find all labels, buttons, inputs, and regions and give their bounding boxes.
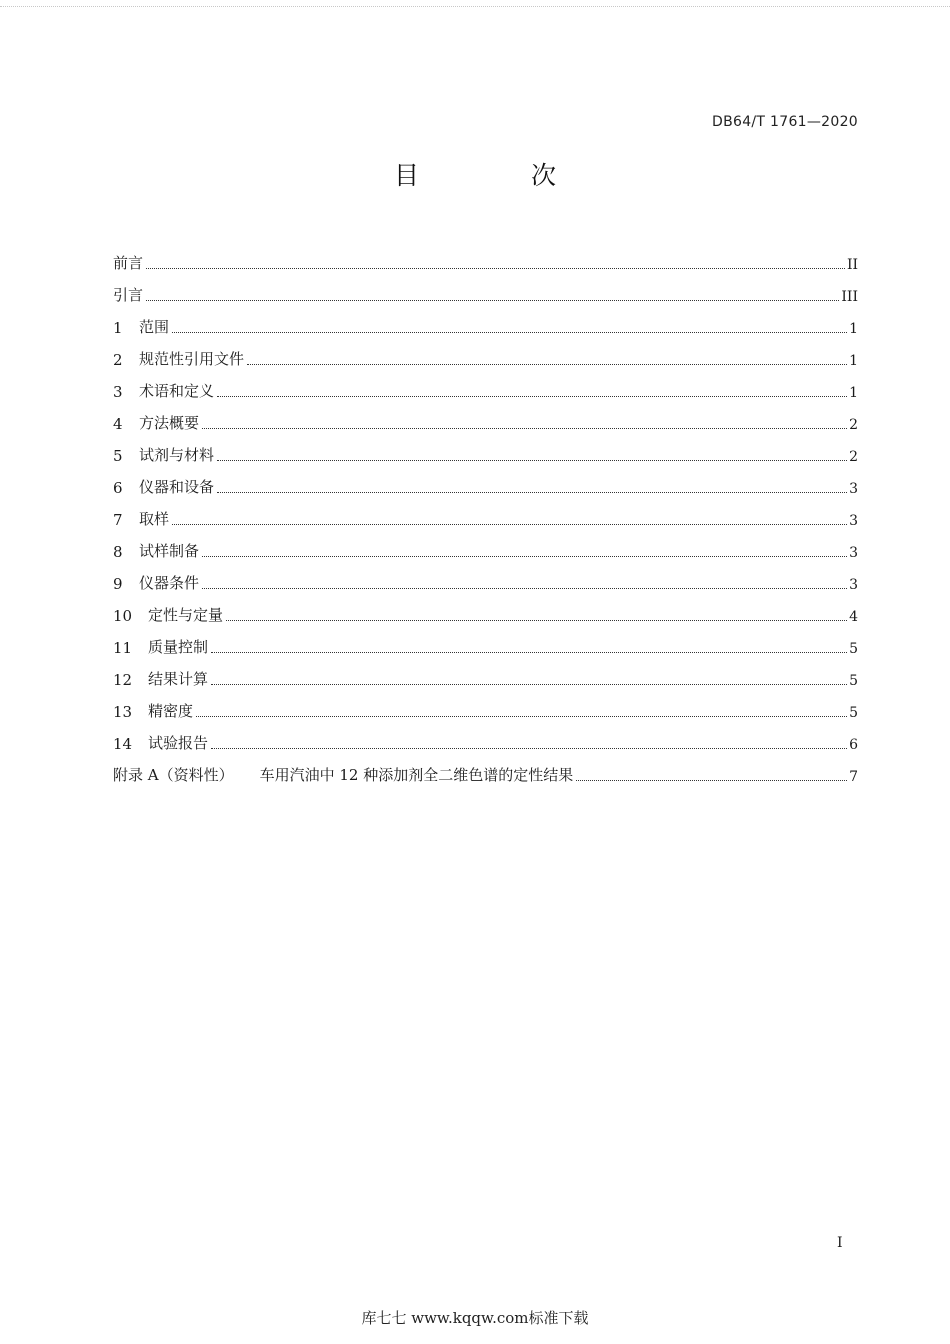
dot-leader	[172, 524, 847, 525]
toc-entry-page: 4	[849, 609, 858, 625]
top-scan-rule	[0, 6, 950, 7]
toc-entry-3[interactable]	[113, 369, 858, 401]
toc-entry-number: 6	[113, 479, 123, 497]
toc-entry-14[interactable]	[113, 721, 858, 753]
toc-entry-2[interactable]	[113, 337, 858, 369]
dot-leader	[211, 652, 847, 653]
toc-entry-4[interactable]	[113, 401, 858, 433]
toc-entry-label: 车用汽油中 12 种添加剂全二维色谱的定性结果	[259, 766, 574, 784]
dot-leader	[202, 428, 847, 429]
table-of-contents	[113, 241, 858, 785]
toc-entry-label: 仪器条件	[139, 574, 200, 592]
toc-entry-number: 2	[113, 351, 123, 369]
appendix-prefix: 附录 A（资料性）	[113, 766, 234, 784]
toc-entry-appendix-a[interactable]	[113, 753, 858, 785]
toc-entry-label: 范围	[139, 318, 170, 336]
toc-entry-label: 精密度	[148, 702, 194, 720]
toc-entry-label: 规范性引用文件	[139, 350, 245, 368]
dot-leader	[576, 780, 847, 781]
dot-leader	[217, 492, 847, 493]
toc-entry-page: 3	[849, 545, 858, 561]
toc-entry-number: 3	[113, 383, 123, 401]
toc-entry-page: 5	[849, 641, 858, 657]
toc-entry-page: 1	[849, 321, 858, 337]
toc-entry-introduction[interactable]	[113, 273, 858, 305]
toc-entry-page: III	[841, 289, 858, 305]
toc-entry-label: 引言	[113, 286, 144, 304]
footer-watermark-text: 库七七 www.kqqw.com标准下载	[361, 1309, 589, 1327]
toc-entry-13[interactable]	[113, 689, 858, 721]
toc-entry-page: 7	[849, 769, 858, 785]
toc-entry-label: 试验报告	[148, 734, 209, 752]
toc-entry-number: 12	[113, 671, 133, 689]
page-title: 目 次	[394, 161, 608, 190]
toc-entry-number: 8	[113, 543, 123, 561]
dot-leader	[211, 684, 847, 685]
toc-entry-page: II	[846, 257, 858, 273]
toc-entry-page: 2	[849, 417, 858, 433]
toc-entry-label: 术语和定义	[139, 382, 215, 400]
dot-leader	[146, 300, 839, 301]
toc-entry-page: 6	[849, 737, 858, 753]
toc-entry-page: 5	[849, 673, 858, 689]
toc-entry-8[interactable]	[113, 529, 858, 561]
toc-entry-label: 定性与定量	[148, 606, 224, 624]
toc-entry-label: 取样	[139, 510, 170, 528]
dot-leader	[211, 748, 847, 749]
toc-entry-1[interactable]	[113, 305, 858, 337]
toc-entry-6[interactable]	[113, 465, 858, 497]
toc-entry-label: 仪器和设备	[139, 478, 215, 496]
toc-entry-7[interactable]	[113, 497, 858, 529]
dot-leader	[202, 556, 847, 557]
toc-entry-label: 方法概要	[139, 414, 200, 432]
toc-entry-number: 13	[113, 703, 133, 721]
toc-entry-number: 1	[113, 319, 123, 337]
toc-entry-10[interactable]	[113, 593, 858, 625]
dot-leader	[226, 620, 847, 621]
toc-entry-9[interactable]	[113, 561, 858, 593]
dot-leader	[217, 396, 847, 397]
toc-entry-page: 3	[849, 481, 858, 497]
toc-entry-11[interactable]	[113, 625, 858, 657]
toc-entry-foreword[interactable]	[113, 241, 858, 273]
dot-leader	[196, 716, 847, 717]
toc-entry-label: 前言	[113, 254, 144, 272]
document-code: DB64/T 1761—2020	[712, 114, 858, 130]
toc-entry-12[interactable]	[113, 657, 858, 689]
toc-entry-label: 质量控制	[148, 638, 209, 656]
toc-entry-5[interactable]	[113, 433, 858, 465]
toc-entry-number: 5	[113, 447, 123, 465]
toc-entry-number: 14	[113, 735, 133, 753]
toc-entry-number: 9	[113, 575, 123, 593]
toc-entry-number: 7	[113, 511, 123, 529]
dot-leader	[202, 588, 847, 589]
toc-entry-page: 1	[849, 353, 858, 369]
toc-entry-label: 试剂与材料	[139, 446, 215, 464]
toc-entry-number: 4	[113, 415, 123, 433]
toc-entry-number: 11	[113, 639, 133, 657]
toc-entry-page: 3	[849, 577, 858, 593]
dot-leader	[146, 268, 845, 269]
toc-entry-page: 3	[849, 513, 858, 529]
toc-entry-number: 10	[113, 607, 133, 625]
dot-leader	[247, 364, 847, 365]
toc-entry-page: 2	[849, 449, 858, 465]
dot-leader	[217, 460, 847, 461]
toc-entry-label: 结果计算	[148, 670, 209, 688]
toc-entry-label: 试样制备	[139, 542, 200, 560]
toc-entry-page: 5	[849, 705, 858, 721]
dot-leader	[172, 332, 847, 333]
page-number: I	[837, 1235, 843, 1251]
toc-entry-page: 1	[849, 385, 858, 401]
